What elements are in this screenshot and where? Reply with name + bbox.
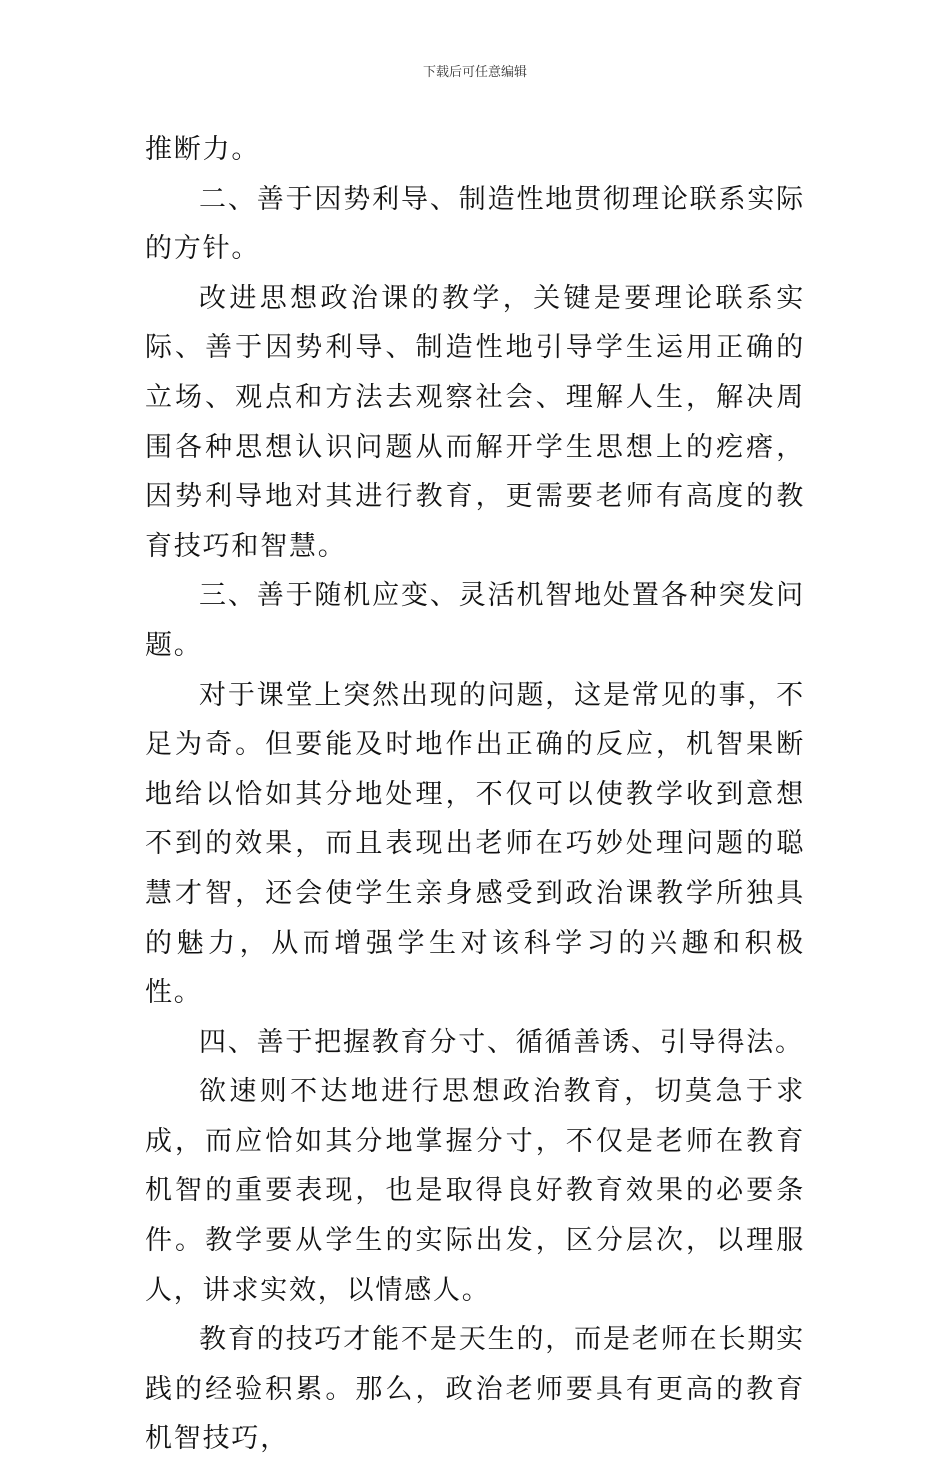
page-header: 下载后可任意编辑: [422, 65, 527, 80]
section-heading-4: 四、善于把握教育分寸、循循善诱、引导得法。: [199, 1026, 804, 1058]
paragraph: 对于课堂上突然出现的问题，这是常见的事，不足为奇。但要能及时地作出正确的反应，机智果断地给以恰如其分地处理，不仅可以使教学收到意想不到的效果，而且表现出老师在巧妙处理问题的聪慧才智，还会使学生亲身感受到政治课教学所独具的魅力，从而增强学生对该科学习的兴趣和积极性。: [145, 679, 805, 1009]
document-body: [145, 125, 805, 1464]
paragraph-continuation: 推断力。: [145, 134, 261, 165]
section-heading-2: 二、善于因势利导、制造性地贯彻理论联系实际的方针。: [145, 183, 805, 265]
paragraph: 教育的技巧才能不是天生的，而是老师在长期实践的经验积累。那么，政治老师要具有更高的教育机智技巧，: [145, 1324, 805, 1455]
paragraph: 欲速则不达地进行思想政治教育，切莫急于求成，而应恰如其分地掌握分寸，不仅是老师在教育机智的重要表现，也是取得良好教育效果的必要条件。教学要从学生的实际出发，区分层次，以理服人，讲求实效，以情感人。: [145, 1076, 805, 1306]
section-heading-3: 三、善于随机应变、灵活机智地处置各种突发问题。: [145, 580, 805, 661]
paragraph: 改进思想政治课的教学，关键是要理论联系实际、善于因势利导、制造性地引导学生运用正确的立场、观点和方法去观察社会、理解人生，解决周围各种思想认识问题从而解开学生思想上的疙瘩，因势利导地对其进行教育，更需要老师有高度的教育技巧和智慧。: [145, 282, 805, 562]
